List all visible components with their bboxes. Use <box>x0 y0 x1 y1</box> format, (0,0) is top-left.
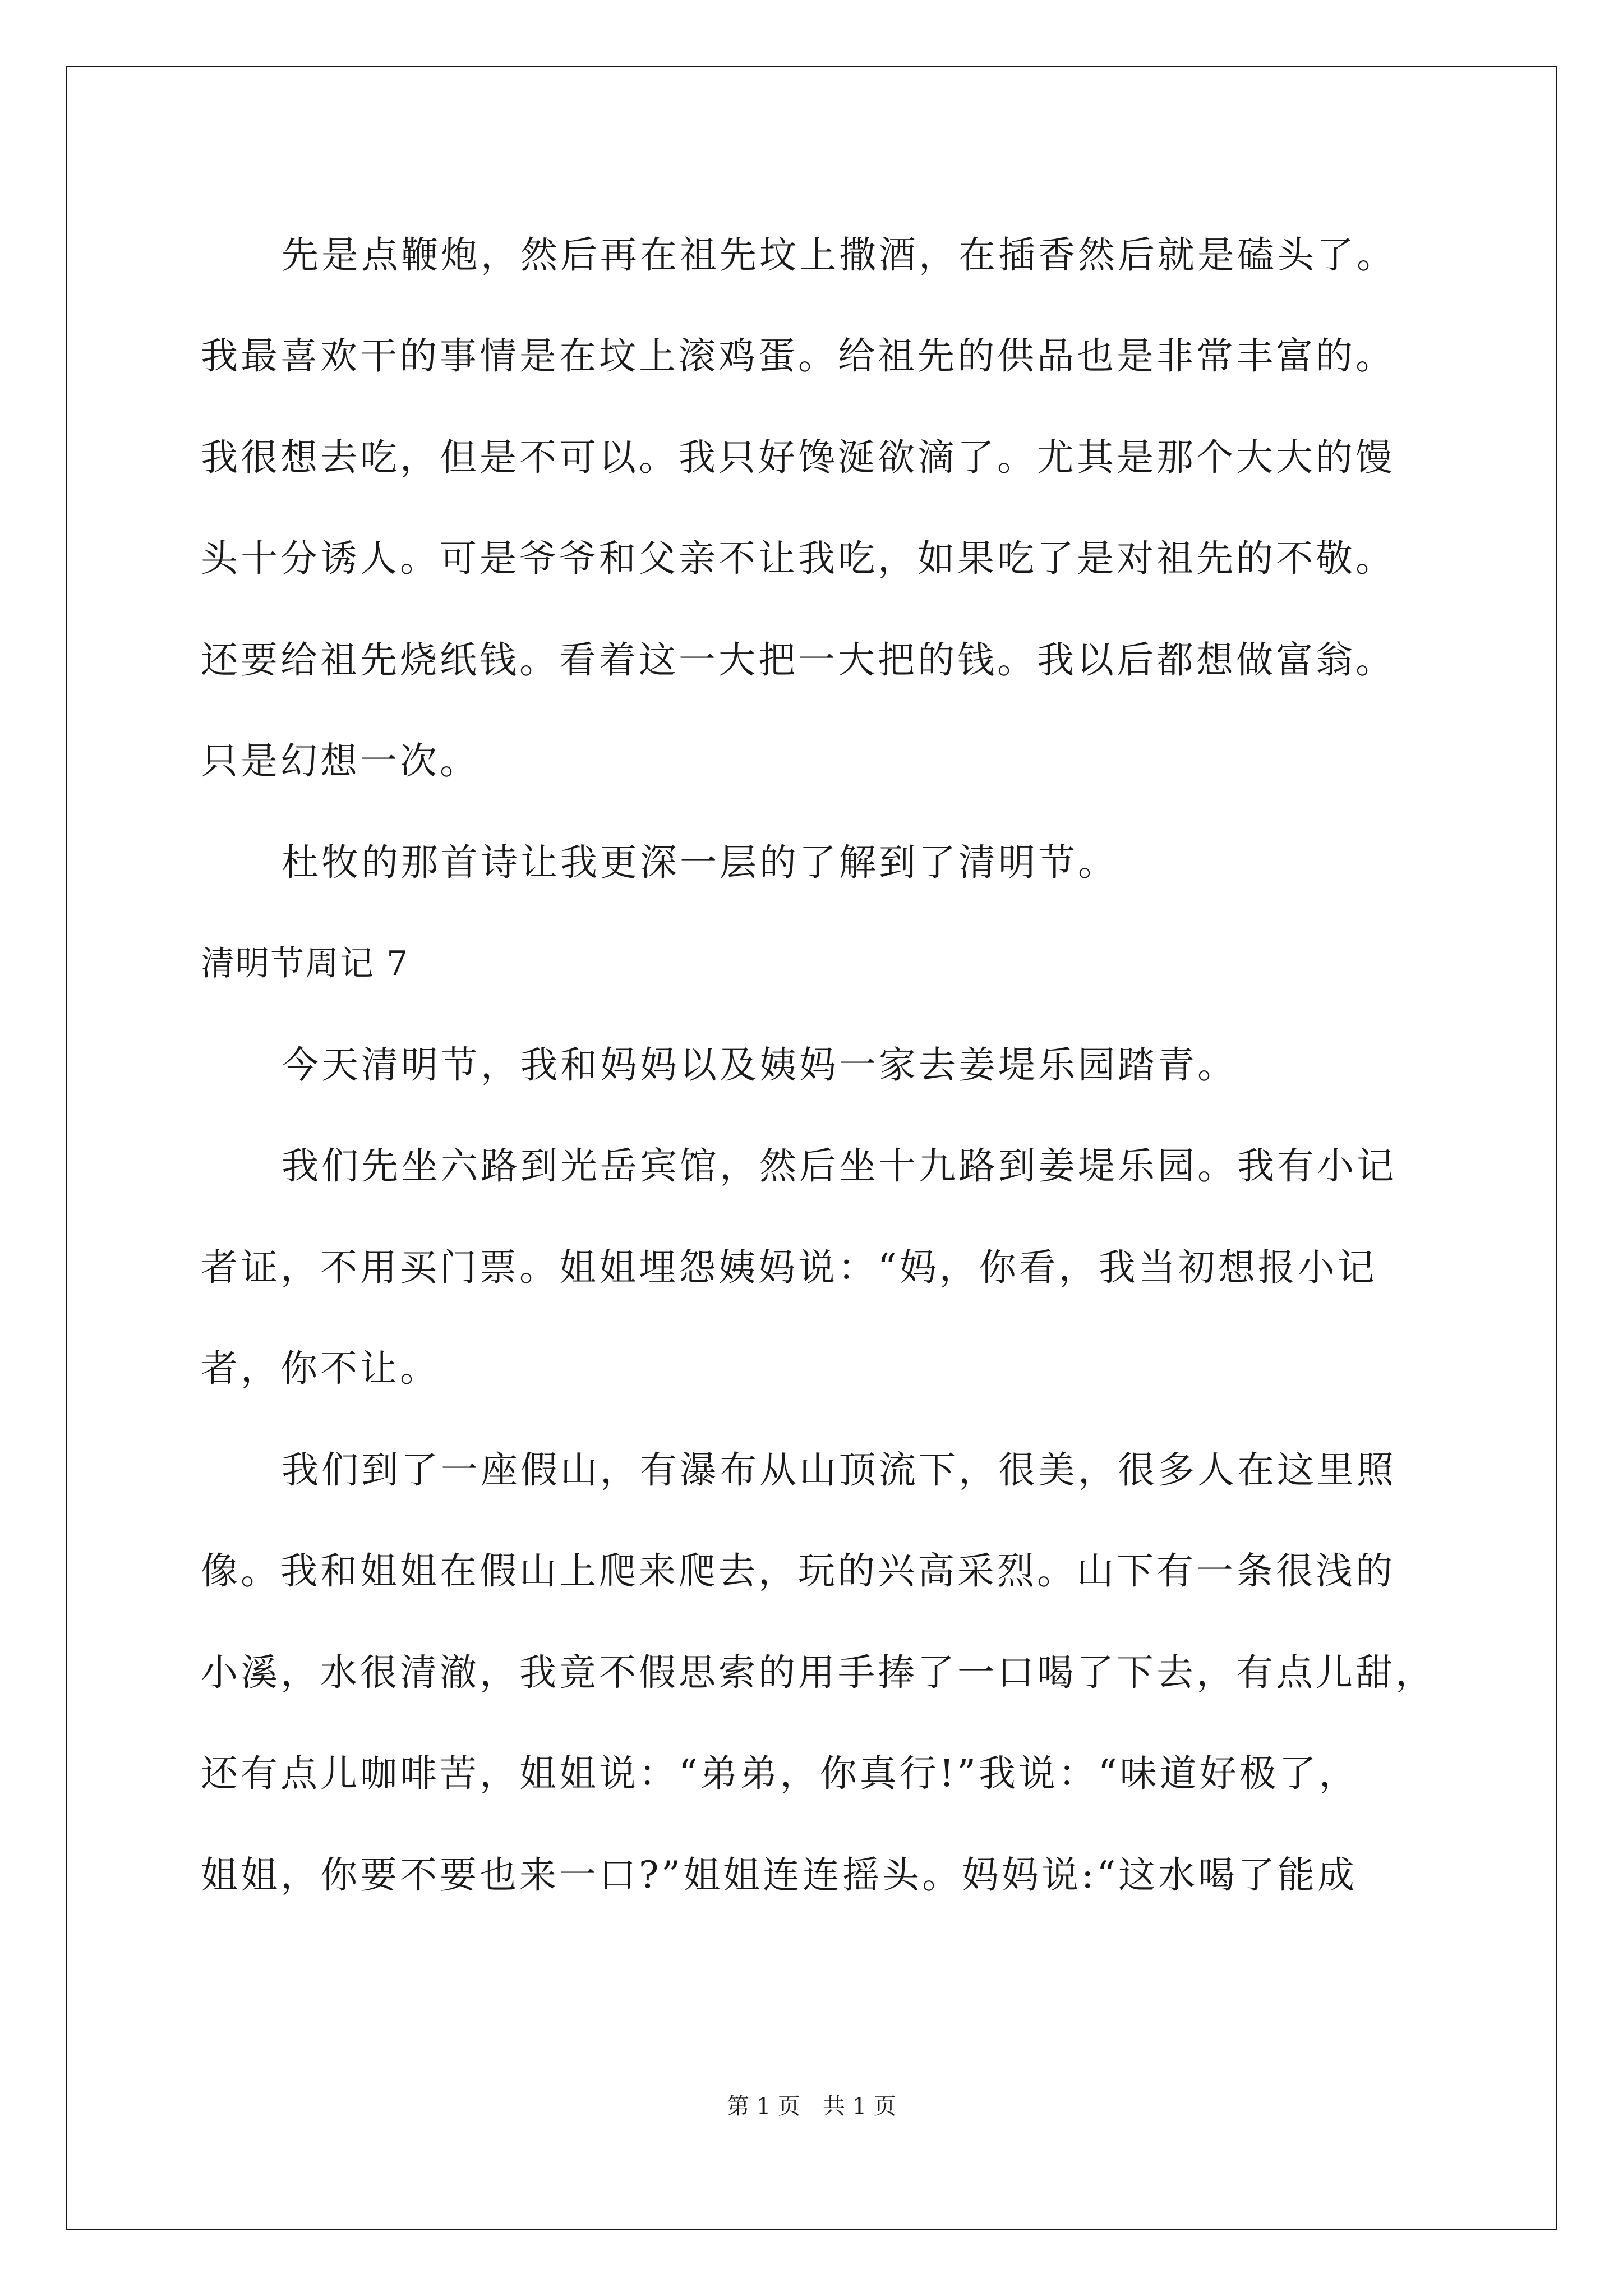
paragraph-line: 者证，不用买门票。姐姐埋怨姨妈说：“妈，你看，我当初想报小记 <box>201 1246 1377 1289</box>
paragraph-line: 像。我和姐姐在假山上爬来爬去，玩的兴高采烈。山下有一条很浅的 <box>201 1549 1395 1593</box>
paragraph-line: 头十分诱人。可是爷爷和父亲不让我吃，如果吃了是对祖先的不敬。 <box>201 537 1395 580</box>
paragraph-line: 我很想去吃，但是不可以。我只好馋涎欲滴了。尤其是那个大大的馒 <box>201 436 1395 479</box>
paragraph-line: 杜牧的那首诗让我更深一层的了解到了清明节。 <box>282 841 1118 884</box>
paragraph-line: 我们先坐六路到光岳宾馆，然后坐十九路到姜堤乐园。我有小记 <box>282 1144 1396 1188</box>
paragraph-line: 我们到了一座假山，有瀑布从山顶流下，很美，很多人在这里照 <box>282 1448 1396 1492</box>
paragraph-line: 小溪，水很清澈，我竟不假思索的用手捧了一口喝了下去，有点儿甜， <box>201 1651 1435 1694</box>
page-total: 共 1 页 <box>823 2093 896 2119</box>
page-number: 第 1 页 <box>727 2093 800 2119</box>
paragraph-line: 我最喜欢干的事情是在坟上滚鸡蛋。给祖先的供品也是非常丰富的。 <box>201 334 1395 378</box>
section-heading: 清明节周记 7 <box>201 944 409 983</box>
paragraph-line: 者，你不让。 <box>201 1347 440 1390</box>
paragraph-line: 还要给祖先烧纸钱。看着这一大把一大把的钱。我以后都想做富翁。 <box>201 638 1395 682</box>
paragraph-line: 姐姐，你要不要也来一口?”姐姐连连摇头。妈妈说:“这水喝了能成 <box>201 1853 1358 1897</box>
paragraph-line: 还有点儿咖啡苦，姐姐说：“弟弟，你真行!”我说：“味道好极了， <box>201 1752 1359 1795</box>
paragraph-line: 今天清明节，我和妈妈以及姨妈一家去姜堤乐园踏青。 <box>282 1043 1237 1087</box>
paragraph-line: 只是幻想一次。 <box>201 739 479 783</box>
paragraph-line: 先是点鞭炮，然后再在祖先坟上撒酒，在插香然后就是磕头了。 <box>282 233 1396 277</box>
page-footer <box>0 2090 1623 2123</box>
